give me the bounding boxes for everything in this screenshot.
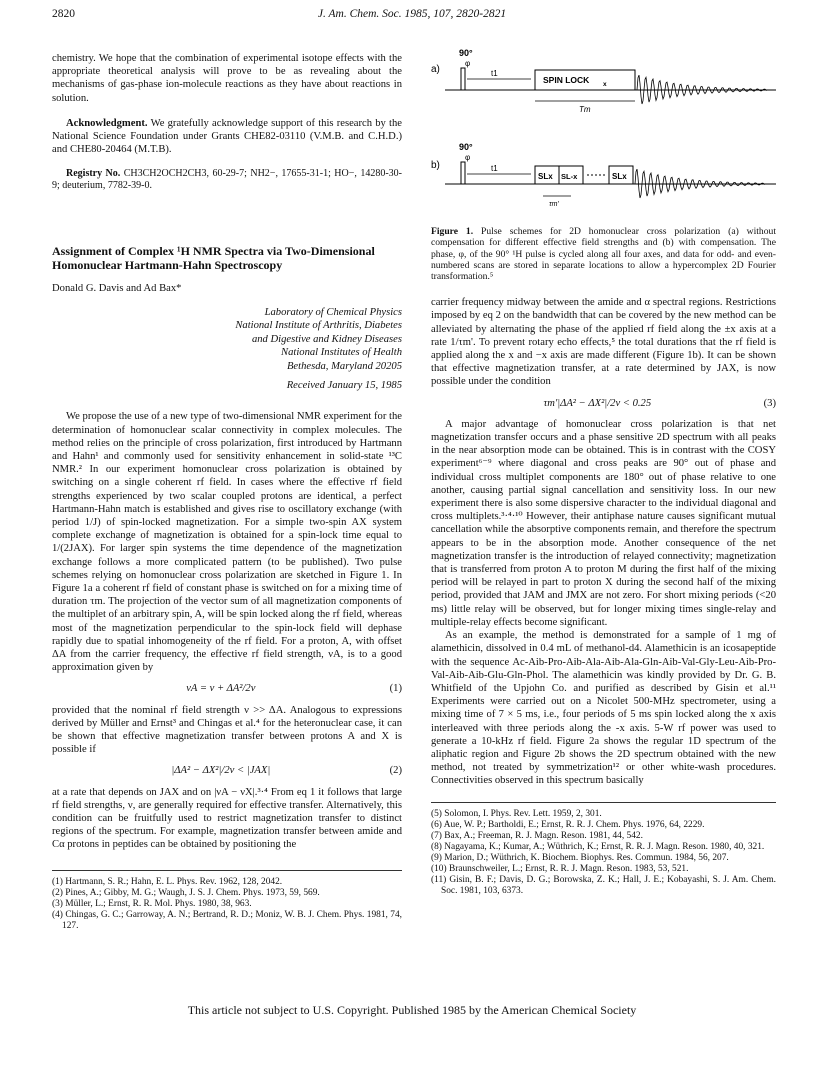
reference: (1) Hartmann, S. R.; Hahn, E. L. Phys. Rev. 1962, 128, 2042. [52,876,283,887]
t1-label-a: t1 [491,69,498,78]
reference: (2) Pines, A.; Gibby, M. G.; Waugh, J. S. J. Chem. Phys. 1973, 59, 569. [52,887,320,898]
acknowledgment [52,117,402,157]
equation-2-expr: |ΔA² − ΔX²|/2ν < |JAX| [171,765,271,777]
references-right [431,802,776,897]
caption-head: Figure 1. [431,226,474,238]
tm-label: Tm [579,105,591,114]
body-paragraph: at a rate that depends on JAX and on |νA − νX|.³·⁴ From eq 1 it follows that large rf field strengths, ν, are generally required for effective transfer. Alternatively, this condition can be fruitfully used to restrict magnetization transfer to distinct regions of the spectrum. For example, magnetization transfer between amide and Cα protons in peptides can be obtained by positioning the [52,786,402,851]
sl-minus-x-label: SL-x [561,172,578,181]
equation-2 [52,764,402,777]
panel-b-label: b) [431,160,440,171]
caption-text: Pulse schemes for 2D homonuclear cross polarization (a) without compensation for different effective field strengths and (b) with compensation. The phase, φ, of the 90° ¹H pulse is cycled along all four axes, and data for odd- and even-numbered scans are stored in separate locations to allow a hypercomplex 2D Fourier transformation.⁵ [431,226,776,283]
tm-prime-label: τm' [549,201,559,208]
ack-text: We gratefully acknowledge support of this research by the National Science Foundation under Grants CHE82-03110 (V.M.B. and C.H.D.) and CHE80-20464 (M.T.B). [52,117,402,156]
body-paragraph: A major advantage of homonuclear cross polarization is that net magnetization transfer occurs and a phase sensitive 2D spectrum with all peaks in the near absorption mode can be obtained. This is in contrast with the COSY experiment⁶⁻⁹ where diagonal and cross peaks are 90° out of phase and individual cross multiplet components are 180° out of phase relative to one another, causing partial signal cancellation and sensitivity loss. In our new experiment there is also some dispersive character to the individual diagonal and cross multiplets.³·⁴·¹⁰ However, their antiphase nature causes significant mutual cancellation while the absorptive components remain, and therefore the spectrum appears to be in the absorption mode. Another consequence of the net magnetization transfer is the introduction of relayed connectivity; magnetization that is transferred from proton A to proton M during the first half of the mixing period will be relayed in part to proton X during the second half of the mixing period, provided that JAM and JMX are not zero. For short mixing periods (<20 ms) little relay will be observed, but for longer mixing times single-relay and multiple-relay effects become significant. [431,418,776,628]
article-title: Assignment of Complex ¹H NMR Spectra via Two-Dimensional Homonuclear Hartmann-Hahn Spectroscopy [52,244,375,273]
sl-x-label: SLx [538,172,553,181]
intro-paragraph: chemistry. We hope that the combination of experimental isotope effects with the appropriate theoretical analysis will prove to be as revealing about the mechanisms of gas-phase ion-molecule reactions as they have about reactions in solution. [52,53,402,104]
reference: (7) Bax, A.; Freeman, R. J. Magn. Reson. 1981, 44, 542. [431,830,643,841]
copyright-footer: This article not subject to U.S. Copyright. Published 1985 by the American Chemical Society [187,1003,637,1017]
reference: (11) Gisin, B. F.; Davis, D. G.; Borowska, Z. K.; Hall, J. E.; Kobayashi, S. J. Am. Chem. Soc. 1981, 103, 6373. [431,874,776,896]
pulse-90-label-b: 90° [459,142,473,152]
authors: Donald G. Davis and Ad Bax* [52,283,182,295]
equation-3-number: (3) [763,397,776,409]
equation-1 [52,682,402,695]
equation-3 [431,397,776,410]
references-left [52,870,402,932]
registry-head: Registry No. [66,168,121,180]
body-paragraph: We propose the use of a new type of two-dimensional NMR experiment for the determination of homonuclear scalar connectivity in complex molecules. The method relies on the principle of cross polarization, first introduced by Hartmann and Hahn¹ and commonly used for sensitivity enhancement in solid-state ¹³C NMR.² In our experiment homonuclear cross polarization is obtained by switching on a single coherent rf field. In cases where the effective rf field strengths experienced by two scalar coupled protons are identical, a perfect Hartmann-Hahn match is established and gives rise to oscillatory exchange (with period 1/J) of spin-locked magnetization. For a simple two-spin AX system complete exchange of magnetization is obtained for a spin-lock time equal to 1/(2JAX). For larger spin systems the time dependence of the magnetization exchange follows a more complicated pattern (to be published). Two pulse schemes relying on homonuclear cross polarization are sketched in Figure 1. In Figure 1a a coherent rf field of constant phase is switched on for a mixing time of duration τm. The projection of the vector sum of all magnetization components of the multiplet of an arbitrary spin, A, will be spin locked along the rf field, whereas most of the magnetization perpendicular to the spin-lock field will dephase rapidly due to spatial inhomogeneity of the rf field. For a proton, A, with offset ΔA from the carrier frequency, the effective rf field strength, νA, is to a good approximation given by [52,411,402,674]
pulse-90-label: 90° [459,48,473,58]
left-column [52,52,402,932]
registry [52,168,402,192]
running-header: J. Am. Chem. Soc. 1985, 107, 2820-2821 [317,8,507,20]
pulse-scheme-figure [431,46,776,218]
equation-3-expr: τm'|ΔA² − ΔX²|/2ν < 0.25 [543,397,652,409]
page-number: 2820 [52,8,75,20]
sl-x-label-last: SLx [612,172,627,181]
spin-lock-label: SPIN LOCK [543,75,590,85]
equation-1-expr: νA = ν + ΔA²/2ν [186,683,256,695]
figure-caption [431,226,776,282]
affil-line: and Digestive and Kidney Diseases [251,333,402,345]
t1-label-b: t1 [491,164,498,173]
pulse-90-b [461,162,465,184]
body-paragraph: provided that the nominal rf field strength ν >> ΔA. Analogous to expressions derived by Müller and Ernst³ and Chingas et al.⁴ for the heteronuclear case, it can be shown that effective magnetization transfer between protons A and X is possible if [52,704,402,756]
affil-line: National Institute of Arthritis, Diabetes [235,320,402,332]
body-paragraph: carrier frequency midway between the amide and α spectral regions. Restrictions imposed by eq 2 on the bandwidth that can be covered by the new method can be alleviated by alternating the phase of the applied rf field along the ±x axis at a rate 1/τm'. To prevent rotary echo effects,⁵ the total durations that the rf field is applied along the x and −x axis are made different (Figure 1b). It can be shown that effective magnetization transfer, at a rate determined by JAX, is now possible under the condition [431,297,776,388]
reference: (4) Chingas, G. C.; Garroway, A. N.; Bertrand, R. D.; Moniz, W. B. J. Chem. Phys. 1981, 74, 127. [52,909,402,931]
reference: (8) Nagayama, K.; Kumar, A.; Wüthrich, K.; Ernst, R. R. J. Magn. Reson. 1980, 40, 321. [431,841,765,852]
panel-a-label: a) [431,64,440,75]
affiliation [52,306,402,374]
reference: (10) Braunschweiler, L.; Ernst, R. R. J. Magn. Reson. 1983, 53, 521. [431,863,689,874]
phase-label-b: φ [465,153,471,162]
affil-line: Laboratory of Chemical Physics [264,306,402,318]
right-column [431,46,776,897]
registry-text: CH3CH2OCH2CH3, 60-29-7; NH2−, 17655-31-1; HO−, 14280-30-9; deuterium, 7782-39-0. [52,168,402,192]
pulse-90-a [461,68,465,90]
reference: (9) Marion, D.; Wüthrich, K. Biochem. Biophys. Res. Commun. 1984, 56, 207. [431,852,729,863]
affil-line: Bethesda, Maryland 20205 [286,360,402,372]
phase-label: φ [465,59,471,68]
reference: (6) Aue, W. P.; Bartholdi, E.; Ernst, R. R. J. Chem. Phys. 1976, 64, 2229. [431,819,705,830]
equation-2-number: (2) [389,765,402,777]
reference: (5) Solomon, I. Phys. Rev. Lett. 1959, 2, 301. [431,808,602,819]
received-date: Received January 15, 1985 [286,380,402,392]
reference: (3) Müller, L.; Ernst, R. R. Mol. Phys. 1980, 38, 963. [52,898,252,909]
equation-1-number: (1) [389,683,402,695]
ack-head: Acknowledgment. [66,117,148,129]
affil-line: National Institutes of Health [281,347,402,359]
body-paragraph: As an example, the method is demonstrated for a sample of 1 mg of alamethicin, dissolved in 0.4 mL of methanol-d4. Alamethicin is an icosapeptide with the sequence Ac-Aib-Pro-Aib-Ala-Aib-Ala-Gln-Aib-Val-Gly-Leu-Aib-Pro-Val-Aib-Aib-Glu-Gln-Phol. The alamethicin was kindly provided by Dr. G. B. Whitfield of the Upjohn Co. and purified as described by Gisin et al.¹¹ Experiments were carried out on a Nicolet 500-MHz spectrometer, using a mixing time of 7 × 5 ms, i.e., four periods of 5 ms spin locked along the x axis interleaved with three periods along the -x axis. 5-W rf power was used to generate a 10-kHz rf field. Figure 2a shows the regular 1D spectrum of the aliphatic region and Figure 2b shows the 2D spectrum obtained with the new method, not treated by symmetrization¹² or other white-wash procedures. Connectivities observed in this spectrum basically [431,630,776,787]
spin-lock-sub: x [603,81,607,88]
